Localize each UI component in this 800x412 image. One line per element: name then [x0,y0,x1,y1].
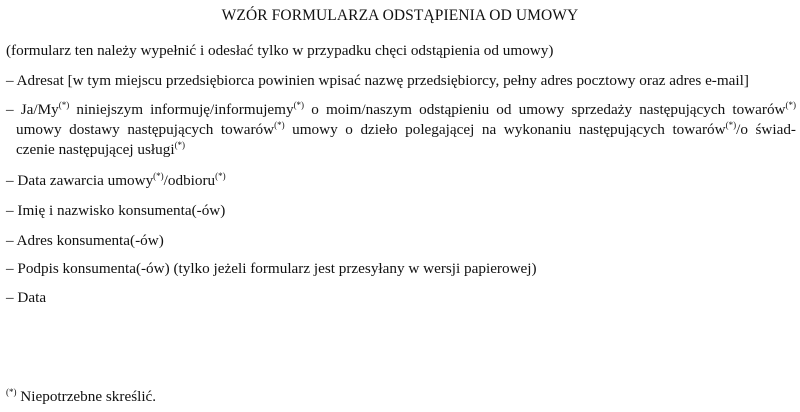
consumer-name-line: – Imię i nazwisko konsumenta(-ów) [6,202,226,219]
form-instruction: (formularz ten należy wypełnić i odesłać tylko w przypadku chęci odstąpienia od umowy) [6,42,554,59]
footnote-marker: (*) [293,100,305,110]
declaration-inform-text: niniejszym informuję/informujemy [69,101,294,118]
addressee-line: – Adresat [w tym miejscu przedsiębiorca powinien wpisać nazwę przedsiębiorcy, pełny adres pocztowy oraz adres e-mail] [6,72,749,89]
contract-date-label: – Data zawarcia umowy [6,172,154,189]
declaration-paragraph [6,100,796,160]
footnote-marker: (*) [6,387,17,397]
footnote-text: Niepotrzebne skreślić. [16,388,157,405]
declaration-line-3 [6,140,796,160]
footnote-marker: (*) [215,171,226,181]
date-line: – Data [6,289,47,306]
footnote-marker: (*) [274,120,285,130]
consumer-address-line: – Adres konsumenta(-ów) [6,232,164,249]
declaration-line-2 [6,120,796,140]
declaration-service-text: /o świad- [736,121,796,138]
declaration-sales-text: o moim/naszym odstąpieniu od umowy sprzedaży następujących towarów [304,101,786,118]
receipt-date-label: /odbioru [163,172,216,189]
consumer-signature-line: – Podpis konsumenta(-ów) (tylko jeżeli formularz jest przesyłany w wersji papierowej) [6,260,537,277]
footnote-marker: (*) [153,171,164,181]
declaration-delivery-text: umowy dostawy następujących towarów [16,121,275,138]
footnote-marker: (*) [174,140,186,150]
declaration-work-text: umowy o dzieło polegającej na wykonaniu następujących towarów [284,121,726,138]
contract-date-line [6,172,226,190]
declaration-subject: – Ja/My [6,101,59,118]
footnote [6,388,156,406]
footnote-marker: (*) [58,100,70,110]
footnote-marker: (*) [785,100,797,110]
form-title: WZÓR FORMULARZA ODSTĄPIENIA OD UMOWY [221,7,579,24]
declaration-line-1 [6,100,796,120]
declaration-service-end-text: czenie następującej usługi [16,141,175,158]
footnote-marker: (*) [725,120,737,130]
